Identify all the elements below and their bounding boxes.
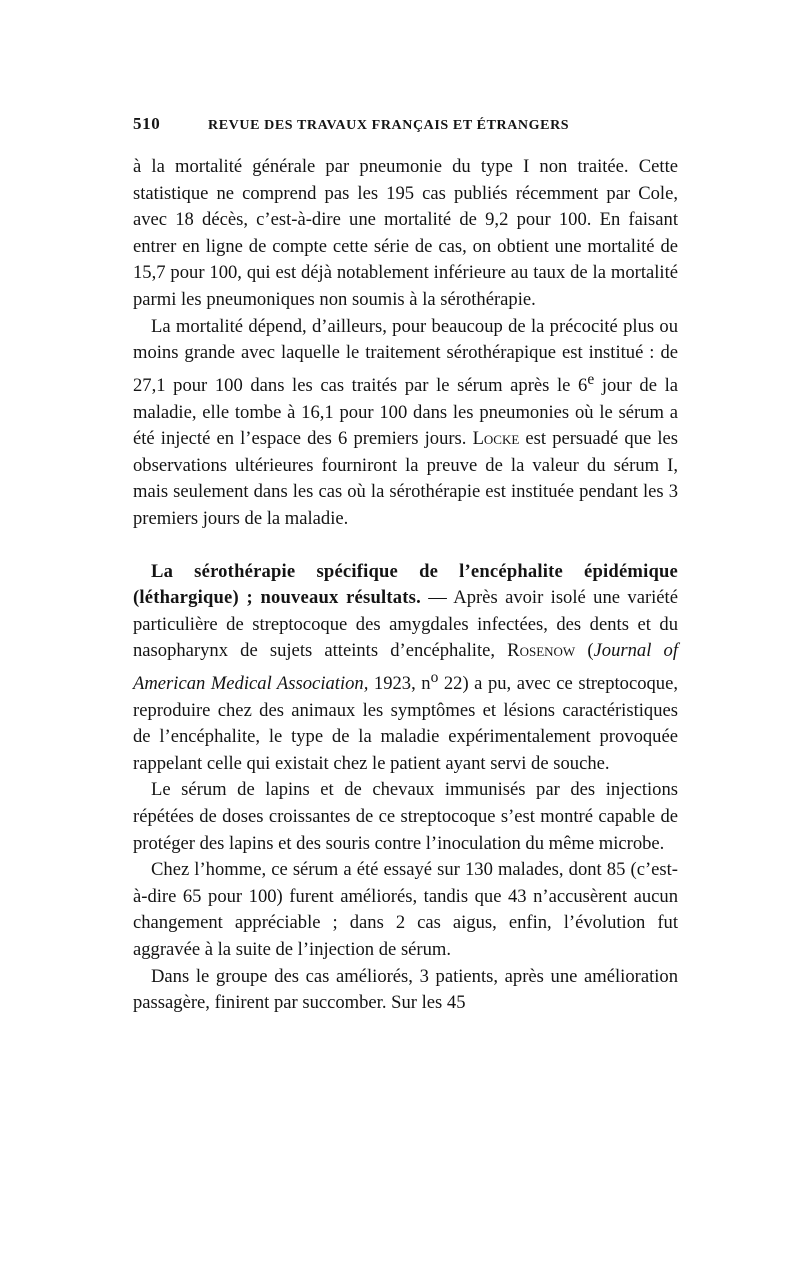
superscript-o: o <box>430 668 439 686</box>
paragraph-2-part-b: jour de la maladie, elle tombe à 16,1 pour 100 dans les pneumonies où le sérum a été injecté en l’espace des 6 premiers jours. <box>133 374 678 450</box>
superscript-e: e <box>587 370 595 388</box>
paragraph-2 <box>133 314 678 533</box>
author-name-rosenow: Rosenow <box>507 640 576 662</box>
running-head-title: REVUE DES TRAVAUX FRANÇAIS ET ÉTRANGERS <box>208 118 570 133</box>
page-number: 510 <box>133 114 161 133</box>
paragraph-6: Dans le groupe des cas améliorés, 3 patients, après une amélioration passagère, finirent par succomber. Sur les 45 <box>133 965 678 1014</box>
author-name-locke: Locke <box>472 428 520 450</box>
running-head <box>133 114 678 140</box>
paragraph-2-part-a: La mortalité dépend, d’ailleurs, pour beaucoup de la précocité plus ou moins grande avec laquelle le traitement sérothérapique est institué : de 27,1 pour 100 dans les cas traités par le sérum après le 6 <box>133 315 678 396</box>
paragraph-5: Chez l’homme, ce sérum a été essayé sur 130 malades, dont 85 (c’est-à-dire 65 pour 100) furent améliorés, tandis que 43 n’accusèrent aucun changement appréciable ; dans 2 cas aigus, enfin, l’évolution fut aggravée à la suite de l’injection de sérum. <box>133 859 678 960</box>
paragraph-3 <box>133 559 678 778</box>
paragraph-3-part-a: — Après avoir isolé une variété particulière de streptocoque des amygdales infectées, des dents et du nasopharynx de sujets atteints d’encéphalite, <box>133 587 678 662</box>
paragraph-4: Le sérum de lapins et de chevaux immunisés par des injections répétées de doses croissantes de ce streptocoque s’est montré capable de protéger des lapins et des souris contre l’inoculation du même microbe. <box>133 779 678 854</box>
book-page <box>133 114 678 1017</box>
paragraph-2-part-c: est persuadé que les observations ultérieures fourniront la preuve de la valeur du sérum I, mais seulement dans les cas où la sérothérapie est instituée pendant les 3 premiers jours de la maladie. <box>133 428 678 529</box>
section-gap <box>133 533 678 559</box>
body-text <box>133 154 678 1017</box>
journal-title: Journal of American Medical Association, <box>133 640 678 695</box>
paragraph-1: à la mortalité générale par pneumonie du type I non traitée. Cette statistique ne comprend pas les 195 cas publiés récemment par Cole, avec 18 décès, c’est-à-dire une mortalité de 9,2 pour 100. En faisant entrer en ligne de compte cette série de cas, on obtient une mortalité de 15,7 pour 100, qui est déjà notablement inférieure au taux de la mortalité parmi les pneumoniques non soumis à la sérothérapie. <box>133 156 678 310</box>
section-heading: La sérothérapie spécifique de l’encéphalite épidémique (léthargique) ; nouveaux résultats. <box>133 560 678 609</box>
paragraph-3-part-d: 22) a pu, avec ce streptocoque, reproduire chez des animaux les symptômes et lésions caractéristiques de l’encéphalite, le type de la maladie expérimentalement provoquée rappelant celle qui existait chez le patient ayant servi de souche. <box>133 673 678 774</box>
paragraph-3-part-b: ( <box>575 640 594 662</box>
paragraph-3-part-c: 1923, n <box>368 673 431 695</box>
